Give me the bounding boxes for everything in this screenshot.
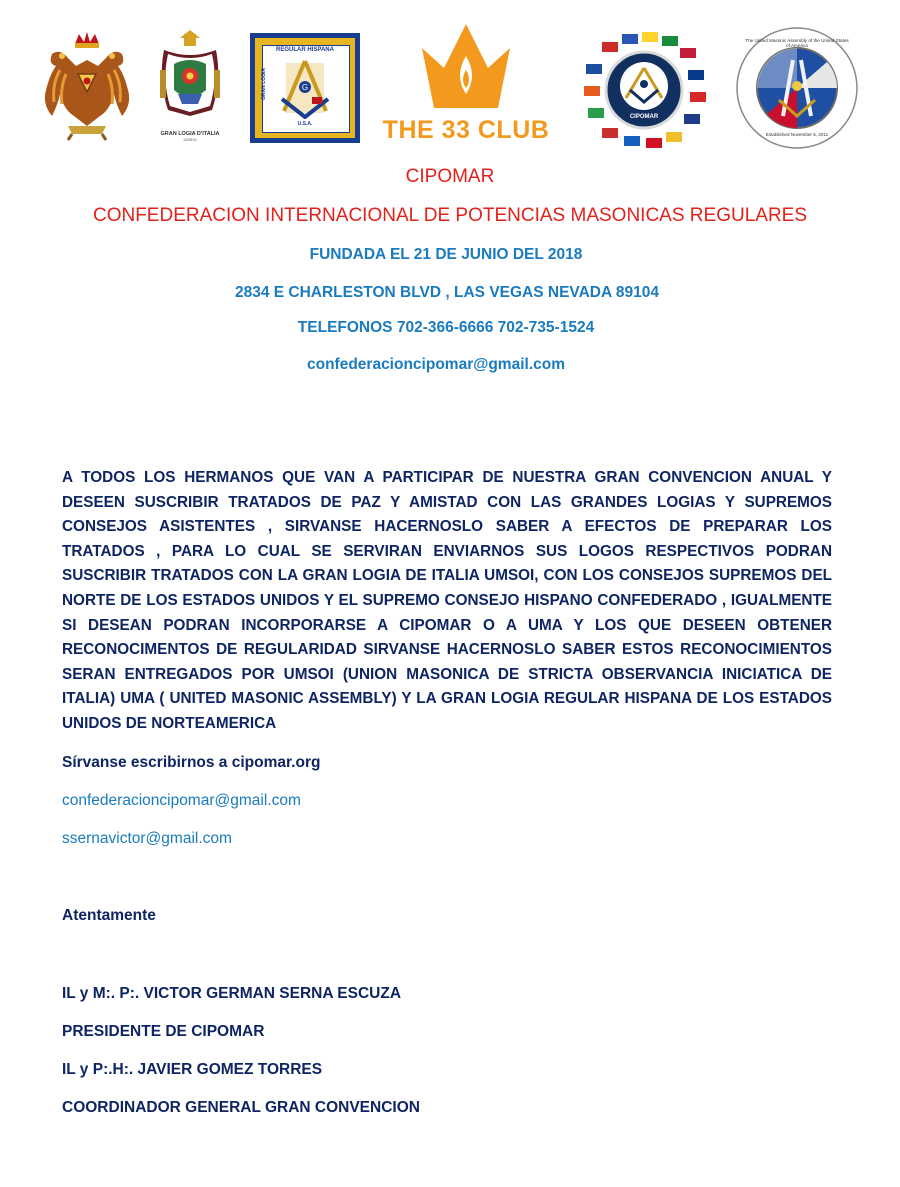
square-compass-icon — [276, 57, 334, 119]
club-name-text: THE 33 CLUB — [382, 116, 550, 144]
crown-icon — [414, 22, 518, 114]
signer-2-name: IL y P:.H:. JAVIER GOMEZ TORRES — [62, 1061, 323, 1078]
gran-loggia-caption: GRAN LOGIA D'ITALIA — [160, 131, 220, 137]
cipomar-badge-text: CIPOMAR — [629, 114, 659, 120]
signer-2-title: COORDINADOR GENERAL GRAN CONVENCION — [62, 1099, 420, 1116]
cipomar-flags-logo — [580, 28, 708, 152]
write-us-line: Sírvanse escribirnos a cipomar.org — [62, 754, 321, 771]
regular-hispana-logo — [250, 33, 360, 143]
personal-email-link[interactable]: ssernavictor@gmail.com — [62, 830, 232, 847]
svg-text:G: G — [301, 83, 309, 92]
uma-ring-text: The United Masonic Assembly of the United States of America — [745, 38, 849, 48]
uma-ring-date: Established November 5, 2011 — [765, 132, 829, 137]
double-headed-eagle-logo — [38, 30, 136, 142]
logo-strip — [0, 0, 900, 160]
announcement-paragraph: A TODOS LOS HERMANOS QUE VAN A PARTICIPAR DE NUESTRA GRAN CONVENCION ANUAL Y DESEEN SUSCRIBIR TRATADOS DE PAZ Y AMISTAD CON LAS GRANDES LOGIAS Y SUPREMOS CONSEJOS ASISTENTES , SIRVANSE HACERNOSLO SABER A EFECTOS DE PREPARAR LOS TRATADOS , PARA LO CUAL SE SERVIRAN ENVIARNOS SUS LOGOS RESPECTIVOS PODRAN SUSCRIBIR TRATADOS CON LA GRAN LOGIA DE ITALIA UMSOI, CON LOS CONSEJOS SUPREMOS DEL NORTE DE LOS ESTADOS UNIDOS Y EL SUPREMO CONSEJO HISPANO CONFEDERADO , IGUALMENTE SI DESEAN PODRAN INCORPORARSE A CIPOMAR O A UMA Y LOS QUE DESEEN OBTENER RECONOCIMENTOS DE REGULARIDAD SIRVANSE HACERNOSLO SABER ESTOS RECONOCIMIENTOS SERAN ENTREGADOS POR UMSOI (UNION MASONICA DE STRICTA OBSERVANCIA INICIATICA DE ITALIA) UMA ( UNITED MASONIC ASSEMBLY) Y LA GRAN LOGIA REGULAR HISPANA DE LOS ESTADOS UNIDOS DE NORTEAMERICA — [62, 469, 832, 732]
address: 2834 E CHARLESTON BLVD , LAS VEGAS NEVADA 89104 — [234, 284, 660, 301]
phone-numbers: TELEFONOS 702-366-6666 702-735-1524 — [297, 319, 595, 336]
signer-1-name: IL y M:. P:. VICTOR GERMAN SERNA ESCUZA — [62, 985, 402, 1002]
regular-hispana-bottom-text: U.S.A. — [297, 121, 313, 127]
signer-1-title: PRESIDENTE DE CIPOMAR — [62, 1023, 265, 1040]
regular-hispana-top-text: REGULAR HISPANA — [276, 47, 334, 53]
header-email-link[interactable]: confederacioncipomar@gmail.com — [306, 356, 565, 373]
gran-loggia-subcaption: UMSOI — [183, 137, 197, 142]
gran-loggia-italia-logo — [150, 30, 230, 150]
flags-ring-icon — [580, 28, 708, 152]
org-full-name: CONFEDERACION INTERNACIONAL DE POTENCIAS MASONICAS REGULARES — [92, 205, 808, 226]
the-33-club-logo — [366, 18, 566, 148]
salutation: Atentamente — [62, 907, 156, 924]
contact-email-link[interactable]: confederacioncipomar@gmail.com — [62, 792, 301, 809]
united-masonic-assembly-logo — [735, 26, 859, 150]
org-title: CIPOMAR — [405, 166, 495, 187]
regular-hispana-side-text: GRAN LOGIA — [260, 68, 267, 100]
coat-of-arms-icon — [150, 30, 230, 126]
founded-date: FUNDADA EL 21 DE JUNIO DEL 2018 — [309, 246, 583, 263]
